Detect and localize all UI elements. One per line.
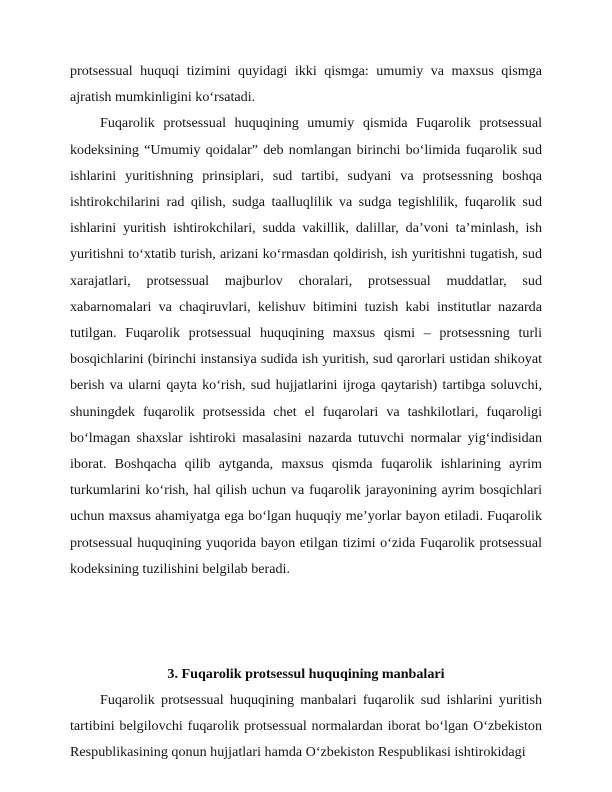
section-heading-3: 3. Fuqarolik protsessul huquqining manbalari <box>167 665 445 682</box>
section-gap <box>70 582 542 661</box>
page-text-column <box>70 58 542 765</box>
paragraph-manbalari: Fuqarolik protsessual huquqining manbalari fuqarolik sud ishlarini yuritish tartibini belgilovchi fuqarolik protsessual normalardan iborat bo‘lgan O‘zbekiston Respublikasining qonun hujjatlari hamda O‘zbekiston Respublikasi ishtirokidagi <box>70 691 542 761</box>
paragraph-continuation: protsessual huquqi tizimini quyidagi ikki qismga: umumiy va maxsus qismga ajratish mumkinligini ko‘rsatadi. <box>70 63 542 106</box>
paragraph-umumiy-qism: Fuqarolik protsessual huquqining umumiy qismida Fuqarolik protsessual kodeksining “Umumiy qoidalar” deb nomlangan birinchi bo‘limida fuqarolik sud ishlarini yuritishning prinsiplari, sud tartibi, sudyani va protsessning boshqa ishtirokchilarini rad qilish, sudga taalluqlilik va sudga tegishlilik, fuqarolik sud ishlarini yuritish ishtirokchilari, sudda vakillik, dalillar, da’voni ta’minlash, ish yuritishni to‘xtatib turish, arizani ko‘rmasdan qoldirish, ish yuritishni tugatish, sud xarajatlari, protsessual majburlov choralari, protsessual muddatlar, sud xabarnomalari va chaqiruvlari, kelishuv bitimini tuzish kabi institutlar nazarda tutilgan. Fuqarolik protsessual huquqining maxsus qismi – protsessning turli bosqichlarini (birinchi instansiya sudida ish yuritish, sud qarorlari ustidan shikoyat berish va ularni qayta ko‘rish, sud hujjatlarini ijroga qaytarish) tartibga soluvchi, shuningdek fuqarolik protsessida chet el fuqarolari va tashkilotlari, fuqaroligi bo‘lmagan shaxslar ishtiroki masalasini nazarda tutuvchi normalar yig‘indisidan iborat. Boshqacha qilib aytganda, maxsus qismda fuqarolik ishlarining ayrim turkumlarini ko‘rish, hal qilish uchun va fuqarolik jarayonining ayrim bosqichlari uchun maxsus ahamiyatga ega bo‘lgan huquqiy me’yorlar bayon etiladi. Fuqarolik protsessual huquqining yuqorida bayon etilgan tizimi o‘zida Fuqarolik protsessual kodeksining tuzilishini belgilab beradi. <box>70 115 542 577</box>
